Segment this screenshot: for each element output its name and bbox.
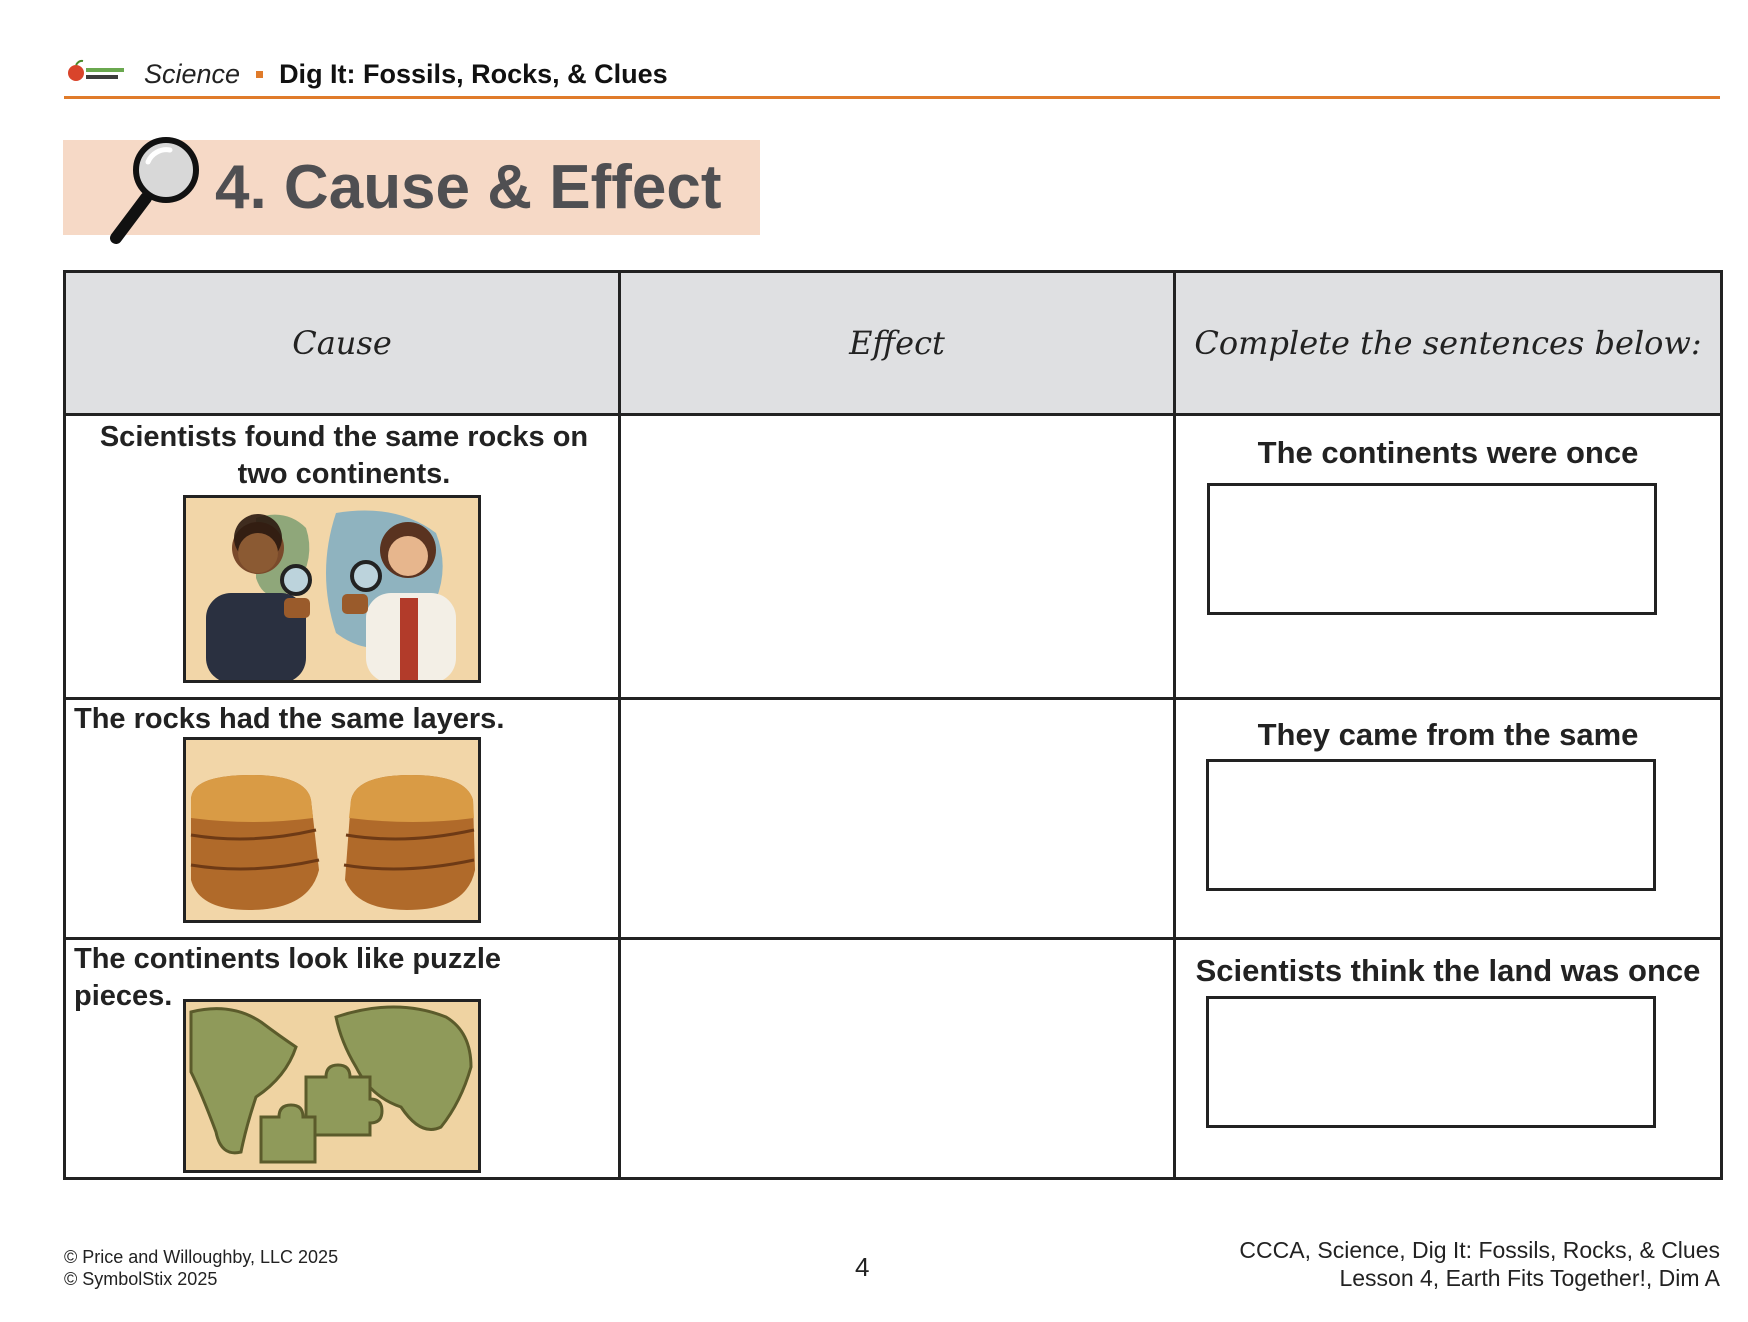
row-divider — [66, 937, 1720, 940]
cause-effect-table — [63, 270, 1723, 1180]
cause-text-row-1: Scientists found the same rocks on two continents. — [99, 421, 589, 490]
prompt-row-1: The continents were once — [1257, 435, 1639, 470]
row-divider — [66, 697, 1720, 700]
separator-dot — [256, 71, 263, 78]
row-divider — [66, 413, 1720, 416]
column-header-complete: Complete the sentences below: — [1194, 324, 1702, 362]
footer-copyright — [64, 1246, 338, 1290]
cause-text-row-2: The rocks had the same layers. — [74, 703, 505, 735]
cause-text-row-3: The continents look like puzzle pieces. — [74, 943, 501, 1012]
page-header — [64, 54, 668, 94]
copyright-line-2: © SymbolStix 2025 — [64, 1269, 218, 1289]
continents-puzzle-illustration — [186, 1002, 478, 1170]
course-line: CCCA, Science, Dig It: Fossils, Rocks, & Clues — [1239, 1237, 1720, 1263]
layered-rocks-image — [183, 737, 481, 923]
column-header-cause: Cause — [292, 324, 392, 362]
column-header-effect: Effect — [849, 324, 945, 362]
prompt-row-2: They came from the same — [1257, 717, 1639, 752]
logo-icon — [64, 59, 128, 89]
layered-rocks-illustration — [186, 740, 478, 920]
subject-label: Science — [144, 58, 241, 89]
page-number: 4 — [855, 1252, 870, 1282]
answer-box-row-1[interactable] — [1207, 483, 1657, 615]
page-title: 4. Cause & Effect — [215, 153, 722, 222]
continents-puzzle-image — [183, 999, 481, 1173]
lesson-line: Lesson 4, Earth Fits Together!, Dim A — [1339, 1265, 1720, 1291]
scientists-rocks-image — [183, 495, 481, 683]
copyright-line-1: © Price and Willoughby, LLC 2025 — [64, 1247, 339, 1267]
footer-course-info — [1239, 1236, 1720, 1292]
answer-box-row-3[interactable] — [1206, 996, 1656, 1128]
prompt-row-3: Scientists think the land was once — [1195, 953, 1701, 988]
unit-title: Dig It: Fossils, Rocks, & Clues — [279, 58, 668, 89]
answer-box-row-2[interactable] — [1206, 759, 1656, 891]
scientists-illustration — [186, 498, 478, 680]
column-divider — [618, 273, 621, 1177]
magnifying-glass-icon — [108, 134, 208, 246]
header-rule — [64, 96, 1720, 99]
